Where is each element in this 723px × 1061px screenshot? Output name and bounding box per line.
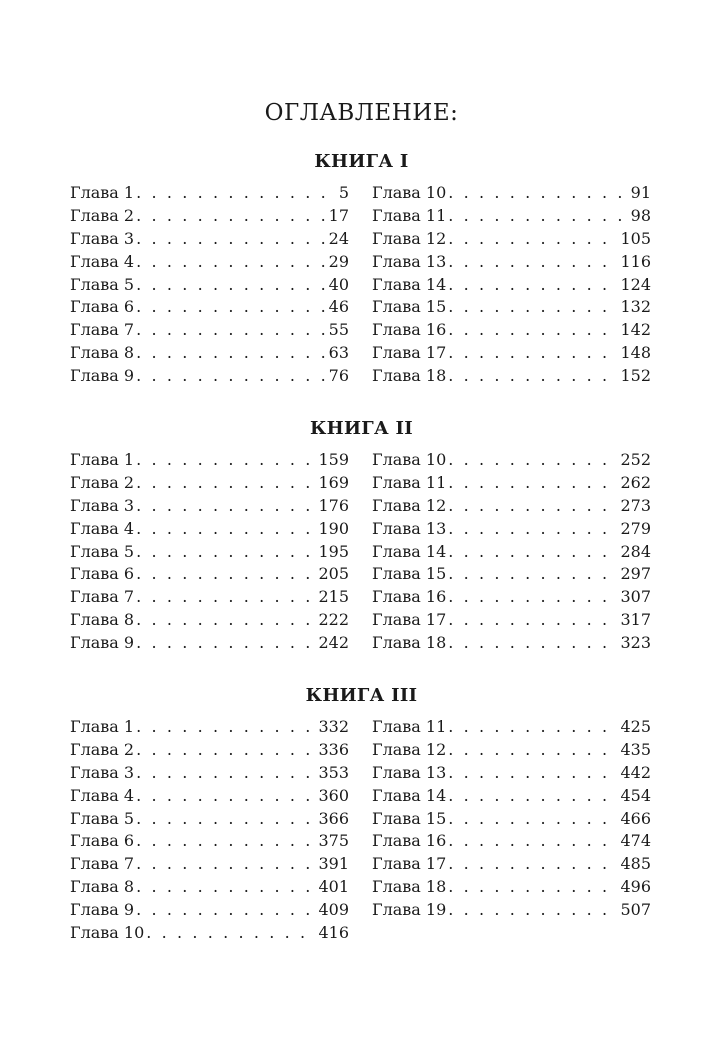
dot-leader (448, 228, 618, 251)
dot-leader (448, 518, 618, 541)
dot-leader (448, 609, 618, 632)
page-number: 279 (620, 518, 651, 538)
toc-entry (372, 808, 651, 831)
toc-entry (372, 853, 651, 876)
toc-entry (70, 586, 349, 609)
dot-leader (136, 274, 327, 297)
chapter-label: Глава 14 (372, 785, 447, 805)
page-number: 159 (318, 450, 349, 469)
dot-leader (448, 739, 618, 762)
page-number: 215 (318, 587, 349, 607)
toc-entry (70, 808, 349, 831)
toc-entry (372, 449, 651, 472)
dot-leader (448, 495, 618, 518)
chapter-label: Глава 17 (372, 610, 447, 630)
chapter-label: Глава 18 (372, 877, 447, 897)
page-number: 317 (620, 610, 651, 630)
chapter-label: Глава 3 (70, 228, 135, 248)
dot-leader (448, 563, 618, 586)
page-number: 116 (620, 251, 651, 271)
chapter-label: Глава 8 (70, 610, 135, 630)
dot-leader (136, 365, 327, 388)
toc-entry (70, 228, 349, 251)
toc-column-right (372, 182, 651, 388)
dot-leader (448, 274, 618, 297)
chapter-label: Глава 5 (70, 274, 135, 294)
page-number: 466 (620, 808, 651, 828)
dot-leader (136, 319, 327, 342)
chapter-label: Глава 6 (70, 831, 135, 851)
toc-entry (70, 274, 349, 297)
dot-leader (448, 899, 618, 922)
dot-leader (448, 830, 618, 853)
book-title: КНИГА II (310, 418, 413, 439)
dot-leader (136, 853, 316, 876)
toc-entry (70, 922, 349, 945)
dot-leader (448, 319, 618, 342)
book-section (0, 684, 723, 943)
dot-leader (136, 762, 316, 785)
toc-entry (70, 762, 349, 785)
dot-leader (136, 899, 316, 922)
dot-leader (136, 830, 316, 853)
chapter-label: Глава 3 (70, 762, 135, 782)
dot-leader (136, 808, 316, 831)
dot-leader (136, 716, 316, 739)
page-number: 63 (328, 343, 349, 363)
page-number: 24 (328, 228, 349, 248)
chapter-label: Глава 16 (372, 587, 447, 607)
chapter-label: Глава 2 (70, 472, 135, 492)
page-number: 425 (620, 717, 651, 736)
toc-entry (372, 251, 651, 274)
page-number: 474 (620, 831, 651, 851)
chapter-label: Глава 13 (372, 762, 447, 782)
toc-entry (372, 319, 651, 342)
page-number: 17 (328, 205, 349, 225)
toc-column-right (372, 716, 651, 922)
chapter-label: Глава 17 (372, 854, 447, 874)
dot-leader (448, 716, 618, 739)
dot-leader (448, 251, 618, 274)
page-number: 409 (318, 900, 349, 920)
toc-entry (70, 563, 349, 586)
chapter-label: Глава 10 (372, 183, 447, 202)
page-number: 142 (620, 320, 651, 340)
chapter-label: Глава 13 (372, 251, 447, 271)
toc-entry (372, 586, 651, 609)
page-number: 262 (620, 472, 651, 492)
dot-leader (136, 586, 316, 609)
chapter-label: Глава 12 (372, 228, 447, 248)
toc-entry (372, 518, 651, 541)
toc-entry (70, 319, 349, 342)
book-title: КНИГА I (314, 151, 409, 172)
chapter-label: Глава 1 (70, 183, 135, 202)
page-number: 252 (620, 450, 651, 469)
toc-entry (372, 365, 651, 388)
toc-entry (70, 182, 349, 205)
chapter-label: Глава 9 (70, 900, 135, 920)
toc-entry (70, 449, 349, 472)
chapter-label: Глава 5 (70, 808, 135, 828)
page-number: 307 (620, 587, 651, 607)
page-number: 55 (328, 320, 349, 340)
page-number: 323 (620, 633, 651, 653)
toc-entry (70, 785, 349, 808)
page-number: 401 (318, 877, 349, 897)
chapter-label: Глава 14 (372, 274, 447, 294)
chapter-label: Глава 18 (372, 633, 447, 653)
dot-leader (448, 632, 618, 655)
toc-entry (372, 876, 651, 899)
page-number: 242 (318, 633, 349, 653)
page-number: 124 (620, 274, 651, 294)
toc-entry (372, 342, 651, 365)
page-number: 222 (318, 610, 349, 630)
toc-entry (372, 830, 651, 853)
chapter-label: Глава 8 (70, 343, 135, 363)
dot-leader (136, 228, 327, 251)
toc-entry (372, 495, 651, 518)
toc-column-left (70, 449, 349, 655)
toc-entry (372, 632, 651, 655)
toc-title: ОГЛАВЛЕНИЕ: (264, 100, 459, 126)
dot-leader (136, 563, 316, 586)
toc-entry (372, 205, 651, 228)
dot-leader (136, 296, 327, 319)
page-number: 273 (620, 495, 651, 515)
chapter-label: Глава 17 (372, 343, 447, 363)
chapter-label: Глава 4 (70, 785, 135, 805)
page-number: 454 (620, 785, 651, 805)
toc-entry (372, 609, 651, 632)
chapter-label: Глава 4 (70, 251, 135, 271)
page-number: 152 (620, 366, 651, 386)
page-number: 176 (318, 495, 349, 515)
dot-leader (146, 922, 316, 945)
toc-entry (372, 228, 651, 251)
toc-entry (372, 899, 651, 922)
toc-entry (372, 274, 651, 297)
page-number: 353 (318, 762, 349, 782)
dot-leader (136, 739, 316, 762)
chapter-label: Глава 18 (372, 366, 447, 386)
chapter-label: Глава 9 (70, 633, 135, 653)
chapter-label: Глава 7 (70, 320, 135, 340)
chapter-label: Глава 16 (372, 831, 447, 851)
chapter-label: Глава 15 (372, 564, 447, 584)
toc-entry (70, 739, 349, 762)
page-number: 332 (318, 717, 349, 736)
page-number: 190 (318, 518, 349, 538)
dot-leader (136, 785, 316, 808)
chapter-label: Глава 4 (70, 518, 135, 538)
dot-leader (136, 182, 337, 205)
dot-leader (136, 876, 316, 899)
book-section (0, 417, 723, 653)
page-number: 360 (318, 785, 349, 805)
toc-entry (372, 296, 651, 319)
chapter-label: Глава 8 (70, 877, 135, 897)
dot-leader (136, 632, 316, 655)
chapter-label: Глава 7 (70, 587, 135, 607)
dot-leader (448, 182, 628, 205)
chapter-label: Глава 11 (372, 717, 447, 736)
chapter-label: Глава 19 (372, 900, 447, 920)
page-number: 76 (328, 366, 349, 386)
book-section (0, 150, 723, 386)
toc-entry (372, 182, 651, 205)
chapter-label: Глава 1 (70, 450, 135, 469)
toc-entry (70, 365, 349, 388)
toc-entry (372, 785, 651, 808)
page-number: 91 (630, 183, 651, 202)
dot-leader (448, 785, 618, 808)
dot-leader (448, 808, 618, 831)
chapter-label: Глава 6 (70, 297, 135, 317)
dot-leader (136, 495, 316, 518)
page-number: 297 (620, 564, 651, 584)
page-number: 416 (318, 923, 349, 943)
toc-entry (70, 716, 349, 739)
page-number: 391 (318, 854, 349, 874)
toc-column-left (70, 716, 349, 945)
toc-entry (70, 495, 349, 518)
chapter-label: Глава 10 (372, 450, 447, 469)
chapter-label: Глава 2 (70, 739, 135, 759)
page-number: 98 (630, 205, 651, 225)
chapter-label: Глава 13 (372, 518, 447, 538)
toc-entry (372, 563, 651, 586)
page-number: 148 (620, 343, 651, 363)
toc-entry (372, 541, 651, 564)
toc-entry (70, 342, 349, 365)
toc-entry (70, 876, 349, 899)
chapter-label: Глава 16 (372, 320, 447, 340)
book-title: КНИГА III (305, 685, 418, 706)
chapter-label: Глава 9 (70, 366, 135, 386)
toc-entry (70, 296, 349, 319)
toc-entry (372, 716, 651, 739)
chapter-label: Глава 15 (372, 297, 447, 317)
chapter-label: Глава 12 (372, 739, 447, 759)
toc-column-right (372, 449, 651, 655)
chapter-label: Глава 1 (70, 717, 135, 736)
page-number: 366 (318, 808, 349, 828)
dot-leader (136, 472, 316, 495)
page-number: 29 (328, 251, 349, 271)
page-number: 205 (318, 564, 349, 584)
page-number: 284 (620, 541, 651, 561)
dot-leader (448, 853, 618, 876)
toc-entry (70, 899, 349, 922)
toc-entry (70, 853, 349, 876)
chapter-label: Глава 12 (372, 495, 447, 515)
dot-leader (448, 472, 618, 495)
page-number: 132 (620, 297, 651, 317)
toc-column-left (70, 182, 349, 388)
page-number: 507 (620, 900, 651, 920)
page-number: 485 (620, 854, 651, 874)
page-number: 5 (338, 183, 349, 202)
chapter-label: Глава 5 (70, 541, 135, 561)
chapter-label: Глава 14 (372, 541, 447, 561)
dot-leader (448, 876, 618, 899)
dot-leader (136, 342, 327, 365)
toc-entry (70, 609, 349, 632)
dot-leader (448, 296, 618, 319)
page-number: 195 (318, 541, 349, 561)
dot-leader (448, 342, 618, 365)
dot-leader (448, 762, 618, 785)
toc-entry (70, 541, 349, 564)
page-number: 336 (318, 739, 349, 759)
page-number: 105 (620, 228, 651, 248)
chapter-label: Глава 11 (372, 472, 447, 492)
page-number: 46 (328, 297, 349, 317)
toc-entry (372, 739, 651, 762)
dot-leader (448, 541, 618, 564)
dot-leader (136, 518, 316, 541)
toc-entry (70, 205, 349, 228)
page-number: 169 (318, 472, 349, 492)
dot-leader (136, 251, 327, 274)
toc-entry (70, 830, 349, 853)
chapter-label: Глава 6 (70, 564, 135, 584)
page-number: 496 (620, 877, 651, 897)
dot-leader (448, 586, 618, 609)
dot-leader (136, 449, 316, 472)
chapter-label: Глава 10 (70, 923, 145, 943)
page-number: 442 (620, 762, 651, 782)
chapter-label: Глава 2 (70, 205, 135, 225)
dot-leader (448, 365, 618, 388)
page-number: 40 (328, 274, 349, 294)
dot-leader (136, 205, 327, 228)
toc-entry (70, 632, 349, 655)
chapter-label: Глава 15 (372, 808, 447, 828)
toc-entry (372, 472, 651, 495)
toc-entry (70, 251, 349, 274)
chapter-label: Глава 7 (70, 854, 135, 874)
toc-entry (70, 472, 349, 495)
dot-leader (448, 449, 618, 472)
page-number: 435 (620, 739, 651, 759)
toc-entry (70, 518, 349, 541)
chapter-label: Глава 3 (70, 495, 135, 515)
dot-leader (136, 609, 316, 632)
chapter-label: Глава 11 (372, 205, 447, 225)
toc-entry (372, 762, 651, 785)
dot-leader (448, 205, 628, 228)
page-number: 375 (318, 831, 349, 851)
dot-leader (136, 541, 316, 564)
